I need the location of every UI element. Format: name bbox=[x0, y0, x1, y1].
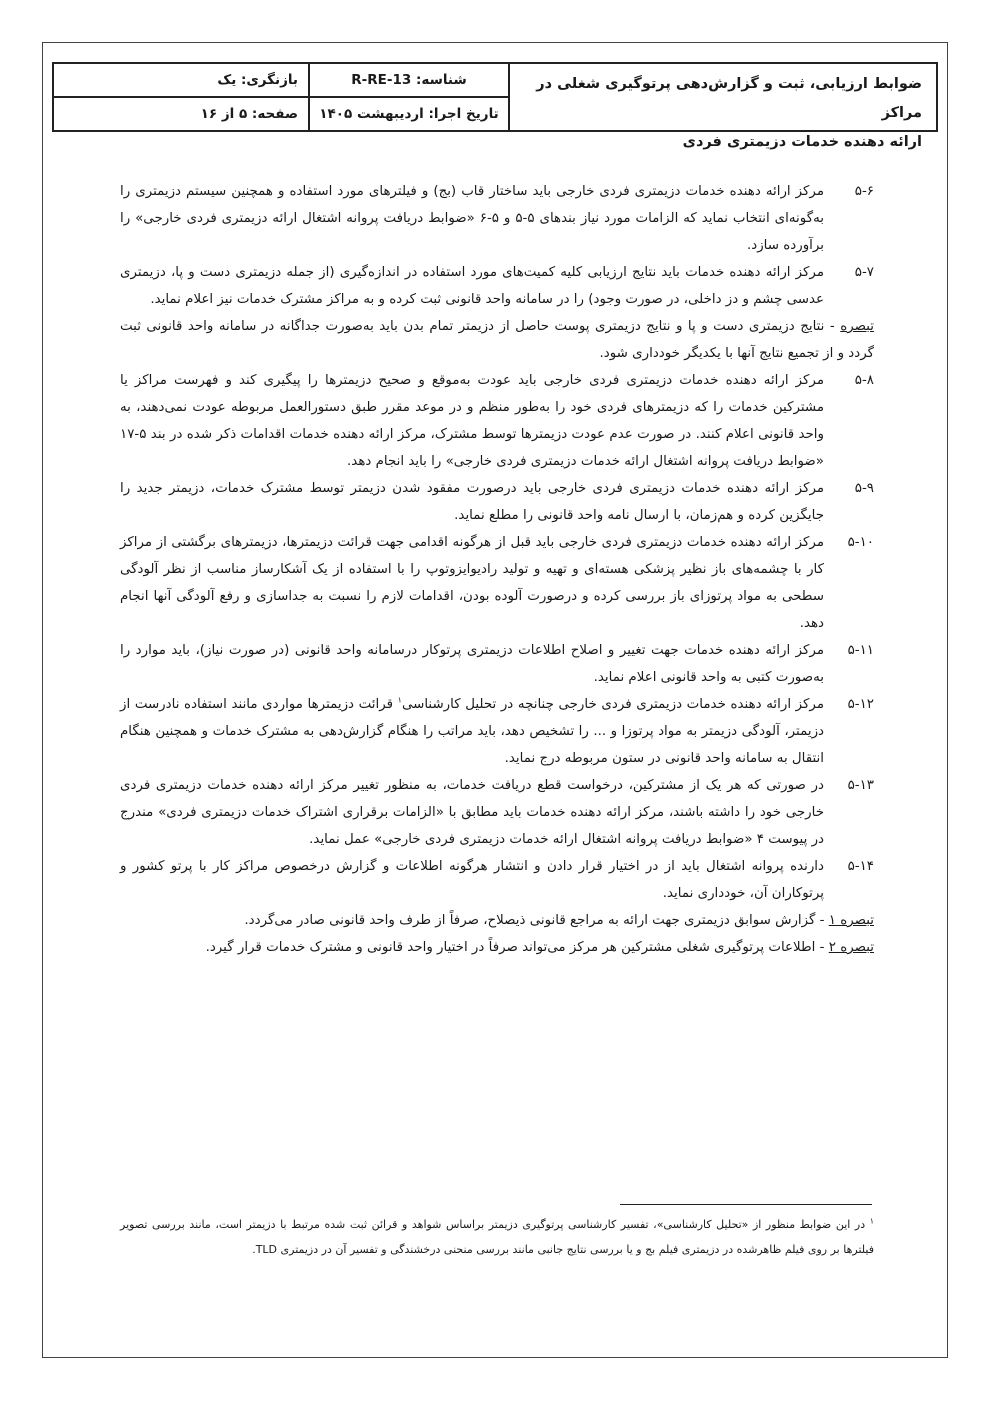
clause-number: ۵-۶ bbox=[854, 184, 874, 199]
clause-text: مرکز ارائه دهنده خدمات دزیمتری فردی خارجی باید قبل از هرگونه اقدامی جهت قرائت دزیمترها، دزیمترهای برگشتی از مراکز کار با چشمه‌های باز نظیر پزشکی هسته‌ای و تهیه و تولید رادیوایزوتوپ را با استفاده از یک آشکارساز مناسب از نظر آلودگی سطحی به مواد پرتوزای باز بررسی کرده و درصورت آلوده بودن، اقدامات لازم را نسبت به جداسازی و رفع آلودگی آنها انجام دهد. bbox=[120, 535, 824, 631]
clause-5-13 bbox=[120, 772, 874, 853]
clause-number: ۵-۷ bbox=[854, 265, 874, 280]
page-number: صفحه: ۵ از ۱۶ bbox=[200, 106, 298, 122]
clause-number: ۵-۱۱ bbox=[847, 643, 874, 658]
clause-number: ۵-۱۳ bbox=[847, 778, 874, 793]
note-1-after-5-14 bbox=[120, 907, 874, 934]
note-text: - گزارش سوابق دزیمتری جهت ارائه به مراجع قانونی ذیصلاح، صرفاً از طرف واحد قانونی صادر می‌گردد. bbox=[244, 913, 829, 928]
clause-text-part-1: مرکز ارائه دهنده خدمات دزیمتری فردی خارجی چنانچه در تحلیل کارشناسی bbox=[401, 697, 824, 712]
footnote-text: در این ضوابط منظور از «تحلیل کارشناسی»، تفسیر کارشناسی پرتوگیری دزیمتر براساس شواهد و قرائن ثبت شده مرتبط با دزیمتر است، مانند بررسی تصویر فیلترها بر روی فیلم ظاهرشده در دزیمتری فیلم بج و یا بررسی نتایج جانبی مانند بررسی منحنی درخشندگی و تفسیر آن در دزیمتری TLD. bbox=[120, 1218, 874, 1256]
note-text: - اطلاعات پرتوگیری شغلی مشترکین هر مرکز می‌تواند صرفاً در اختیار واحد قانونی و مشترک خدمات قرار گیرد. bbox=[205, 940, 829, 955]
note-label: تبصره ۱ bbox=[828, 913, 874, 928]
clause-number: ۵-۱۰ bbox=[847, 535, 874, 550]
note-after-5-7 bbox=[120, 313, 874, 367]
document-title bbox=[508, 64, 936, 150]
clause-text: مرکز ارائه دهنده خدمات باید نتایج ارزیابی کلیه کمیت‌های مورد استفاده در اندازه‌گیری (از جمله دزیمتری دست و پا، دزیمتری عدسی چشم و دز داخلی، در صورت وجود) را در سامانه واحد قانونی ثبت کرده و به مراکز مشترک خدمات نیز اعلام نماید. bbox=[120, 265, 824, 307]
clause-text bbox=[120, 691, 824, 772]
clause-5-8 bbox=[120, 367, 874, 475]
document-id: شناسه: R-RE-13 bbox=[310, 64, 508, 98]
clause-text: مرکز ارائه دهنده خدمات دزیمتری فردی خارجی باید ساختار قاب (بج) و فیلترهای مورد استفاده و همچنین سیستم دزیمتری را به‌گونه‌ای انتخاب نماید که الزامات مورد نیاز بندهای ۵-۵ و ۵-۶ «ضوابط دریافت پروانه اشتغال ارائه دزیمتری فردی خارجی» را برآورده سازد. bbox=[120, 184, 824, 253]
clause-5-10 bbox=[120, 529, 874, 637]
clause-text: در صورتی که هر یک از مشترکین، درخواست قطع دریافت خدمات، به منظور تغییر مرکز ارائه دهنده خدمات دزیمتری فردی خارجی خود را داشته باشند، مرکز ارائه دهنده خدمات باید مطابق با «الزامات برقراری اشتراک خدمات دزیمتری فردی» مندرج در پیوست ۴ «ضوابط دریافت پروانه اشتغال ارائه خدمات دزیمتری فردی خارجی» عمل نماید. bbox=[120, 778, 824, 847]
document-header bbox=[52, 62, 938, 150]
footnote-mark: ۱ bbox=[869, 1216, 874, 1226]
clause-number: ۵-۱۲ bbox=[847, 697, 874, 712]
clause-text: مرکز ارائه دهنده خدمات دزیمتری فردی خارجی باید درصورت مفقود شدن دزیمتر توسط مشترک خدمات، دزیمتر جدید را جایگزین کرده و هم‌زمان، با ارسال نامه واحد قانونی را مطلع نماید. bbox=[120, 481, 824, 523]
footnote-reference: ۱ bbox=[397, 695, 402, 705]
clause-number: ۵-۹ bbox=[854, 481, 874, 496]
revision-label: بازنگری: یک bbox=[54, 64, 308, 98]
clause-text: دارنده پروانه اشتغال باید از در اختیار قرار دادن و انتشار هرگونه اطلاعات و گزارش درخصوص مراکز کار با پرتو کشور و پرتوکاران آن، خودداری نماید. bbox=[120, 859, 824, 901]
clause-text: مرکز ارائه دهنده خدمات دزیمتری فردی خارجی باید عودت به‌موقع و صحیح دزیمترها را پیگیری کند و فهرست مراکز یا مشترکین خدمات را که دزیمترهای فردی خود را به‌طور منظم و در موعد مقرر طبق دستورالعمل مربوطه عودت نمی‌دهند، به واحد قانونی اعلام کنند. در صورت عدم عودت دزیمترها توسط مشترک، مرکز ارائه دهنده خدمات اقدامات ذکر شده در بند ۵-۱۷ «ضوابط دریافت پروانه اشتغال ارائه خدمات دزیمتری فردی خارجی» را باید انجام دهد. bbox=[120, 373, 824, 469]
document-body bbox=[120, 178, 874, 961]
clause-text: مرکز ارائه دهنده خدمات جهت تغییر و اصلاح اطلاعات دزیمتری پرتوکار درسامانه واحد قانونی (در صورت نیاز)، باید موارد را به‌صورت کتبی به واحد قانونی اعلام نماید. bbox=[120, 643, 824, 685]
title-line-1: ضوابط ارزیابی، ثبت و گزارش‌دهی پرتوگیری شغلی در مراکز bbox=[536, 76, 922, 121]
footnote-separator bbox=[620, 1204, 872, 1205]
note-text: - نتایج دزیمتری دست و پا و نتایج دزیمتری پوست حاصل از دزیمتر تمام بدن باید به‌صورت جداگانه در سامانه واحد قانونی ثبت گردد و از تجمیع نتایج آنها با یکدیگر خودداری شود. bbox=[120, 319, 874, 361]
clause-5-6 bbox=[120, 178, 874, 259]
clause-text-part-2: قرائت دزیمترها مواردی مانند استفاده نادرست از دزیمتر، آلودگی دزیمتر به مواد پرتوزا و ... را تشخیص دهد، باید مراتب را هنگام گزارش‌دهی به مشترک خدمات و همچنین هنگام انتقال به سامانه واحد قانونی در ستون مربوطه درج نماید. bbox=[120, 697, 824, 766]
note-label: تبصره bbox=[840, 319, 874, 334]
clause-number: ۵-۱۴ bbox=[847, 859, 874, 874]
note-label: تبصره ۲ bbox=[828, 940, 874, 955]
note-2-after-5-14 bbox=[120, 934, 874, 961]
header-meta-column bbox=[54, 64, 308, 130]
clause-5-11 bbox=[120, 637, 874, 691]
footnote bbox=[120, 1212, 874, 1262]
clause-5-12 bbox=[120, 691, 874, 772]
title-line-2: ارائه دهنده خدمات دزیمتری فردی bbox=[682, 134, 922, 150]
execution-date: تاریخ اجرا: اردیبهشت ۱۴۰۵ bbox=[319, 106, 499, 122]
clause-5-9 bbox=[120, 475, 874, 529]
clause-5-14 bbox=[120, 853, 874, 907]
clause-5-7 bbox=[120, 259, 874, 313]
header-id-column bbox=[308, 64, 508, 130]
clause-number: ۵-۸ bbox=[854, 373, 874, 388]
